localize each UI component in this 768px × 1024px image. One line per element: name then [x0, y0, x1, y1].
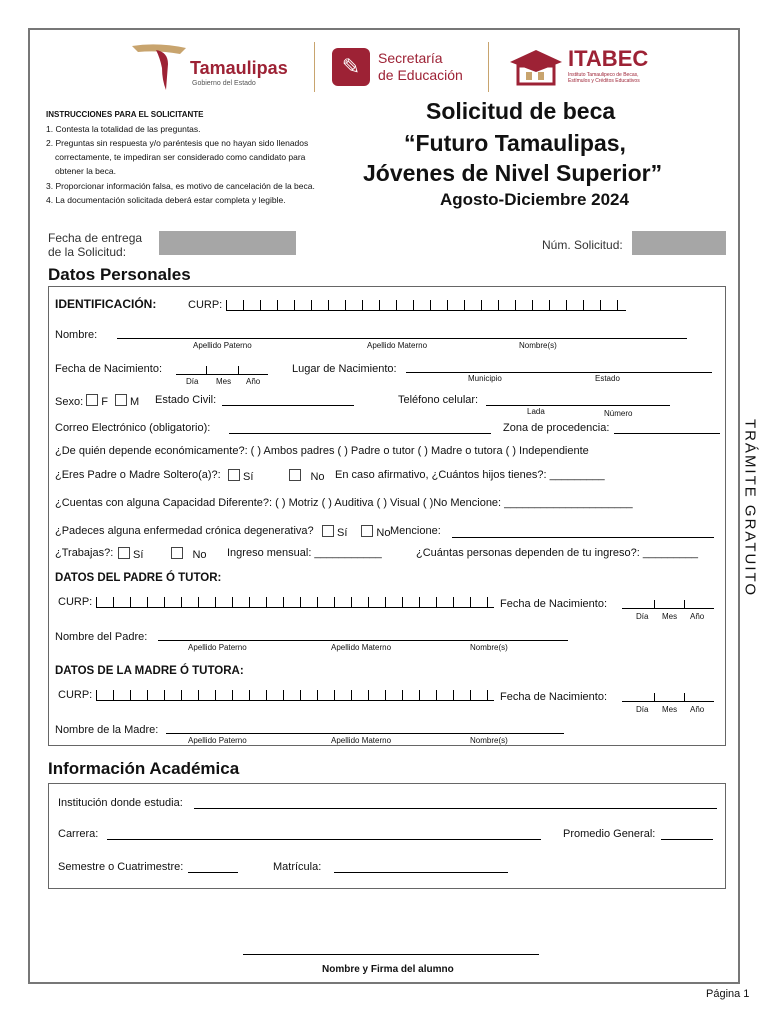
- dia-caption: Día: [636, 705, 649, 714]
- itabec-logo: [508, 46, 668, 90]
- trabajas-question: ¿Trabajas?:: [55, 547, 114, 559]
- tamaulipas-logo: [128, 40, 298, 92]
- enfermedad-no-checkbox[interactable]: [361, 525, 373, 537]
- num-solicitud-label: Núm. Solicitud:: [542, 238, 623, 252]
- fecha-entrega-field[interactable]: [159, 231, 296, 255]
- mencione-input[interactable]: [452, 537, 714, 538]
- no-label: No: [192, 549, 207, 561]
- academica-title: Información Académica: [48, 759, 240, 778]
- firma-label: Nombre y Firma del alumno: [322, 964, 454, 975]
- anio-caption: Año: [690, 612, 705, 621]
- padre-fecha-label: Fecha de Nacimiento:: [500, 598, 607, 610]
- fecha-nacimiento-label: Fecha de Nacimiento:: [55, 363, 162, 375]
- numero-caption: Número: [604, 409, 633, 418]
- f-label: F: [101, 396, 108, 408]
- itabec-name: ITABEC: [568, 46, 649, 71]
- madre-nombre-label: Nombre de la Madre:: [55, 724, 159, 736]
- si-label: Sí: [337, 527, 348, 539]
- instruction-item: 3. Proporcionar información falsa, es motivo de cancelación de la beca.: [46, 181, 315, 191]
- estado-civil-label: Estado Civil:: [155, 394, 217, 406]
- padre-curp-label: CURP:: [58, 596, 93, 608]
- num-solicitud-field[interactable]: [632, 231, 726, 255]
- trabajas-si-checkbox[interactable]: [118, 547, 130, 559]
- si-label: Sí: [243, 471, 254, 483]
- institucion-input[interactable]: [194, 808, 717, 809]
- semestre-input[interactable]: [188, 872, 238, 873]
- mes-caption: Mes: [216, 377, 232, 386]
- dia-caption: Día: [636, 612, 649, 621]
- hijos-question: En caso afirmativo, ¿Cuántos hijos tienes?: _________: [335, 469, 605, 481]
- depende-question: ¿De quién depende económicamente?: ( ) Ambos padres ( ) Padre o tutor ( ) Madre o tutora ( ) Independiente: [55, 445, 589, 457]
- correo-input[interactable]: [229, 433, 491, 434]
- logo-divider-2: [488, 42, 489, 92]
- graduation-cap-icon: [508, 48, 564, 88]
- madre-curp-label: CURP:: [58, 689, 93, 701]
- matricula-input[interactable]: [334, 872, 508, 873]
- form-title-line3: Jóvenes de Nivel Superior”: [363, 160, 663, 186]
- telefono-input[interactable]: [486, 405, 670, 406]
- nombre-input[interactable]: [117, 338, 687, 339]
- padre-nombre-input[interactable]: [158, 640, 568, 641]
- padre-curp-input[interactable]: [96, 597, 494, 608]
- mes-caption: Mes: [662, 705, 678, 714]
- apellido-materno-caption: Apellido Materno: [331, 643, 392, 652]
- apellido-paterno-caption: Apellido Paterno: [188, 643, 247, 652]
- tamaulipas-name: Tamaulipas: [190, 58, 288, 78]
- secretaria-logo: [332, 46, 482, 90]
- page-number: Página 1: [706, 988, 750, 1000]
- mes-caption: Mes: [662, 612, 678, 621]
- identificacion-label: IDENTIFICACIÓN:: [55, 297, 157, 311]
- padre-title: DATOS DEL PADRE Ó TUTOR:: [55, 572, 222, 584]
- carrera-input[interactable]: [107, 839, 541, 840]
- instruction-item: obtener la beca.: [55, 166, 116, 176]
- madre-title: DATOS DE LA MADRE Ó TUTORA:: [55, 665, 244, 677]
- form-title-line2: “Futuro Tamaulipas,: [404, 130, 626, 156]
- tamaulipas-emblem-icon: [128, 40, 188, 92]
- no-label: No: [376, 527, 391, 539]
- nombres-caption: Nombre(s): [519, 341, 557, 350]
- nombres-caption: Nombre(s): [470, 643, 508, 652]
- capacidad-question: ¿Cuentas con alguna Capacidad Diferente?: ( ) Motriz ( ) Auditiva ( ) Visual ( )No Mencione: _____________________: [55, 497, 633, 509]
- apellido-paterno-caption: Apellido Paterno: [193, 341, 252, 350]
- curp-label: CURP:: [188, 299, 223, 311]
- anio-caption: Año: [246, 377, 261, 386]
- padre-fecha-input[interactable]: [622, 600, 714, 609]
- nombre-label: Nombre:: [55, 329, 98, 341]
- sexo-text: Sexo:: [55, 396, 84, 408]
- ingreso-field: Ingreso mensual: ___________: [227, 547, 382, 559]
- soltero-options: [228, 469, 325, 483]
- apellido-paterno-caption: Apellido Paterno: [188, 736, 247, 745]
- soltero-si-checkbox[interactable]: [228, 469, 240, 481]
- instruction-item: 2. Preguntas sin respuesta y/o paréntesis que no hayan sido llenados: [46, 138, 309, 148]
- soltero-question: ¿Eres Padre o Madre Soltero(a)?:: [55, 469, 221, 481]
- si-label: Sí: [133, 549, 144, 561]
- itabec-sub1: Instituto Tamaulipeco de Becas,: [568, 72, 639, 78]
- instructions-title: INSTRUCCIONES PARA EL SOLICITANTE: [46, 110, 204, 119]
- telefono-label: Teléfono celular:: [398, 394, 479, 406]
- tamaulipas-sub: Gobierno del Estado: [192, 80, 256, 87]
- lugar-nacimiento-label: Lugar de Nacimiento:: [292, 363, 397, 375]
- curp-input[interactable]: [226, 300, 626, 311]
- soltero-no-checkbox[interactable]: [289, 469, 301, 481]
- trabajas-no-checkbox[interactable]: [171, 547, 183, 559]
- madre-fecha-label: Fecha de Nacimiento:: [500, 691, 607, 703]
- sexo-f-checkbox[interactable]: [86, 394, 98, 406]
- pencil-icon: ✎: [332, 48, 370, 86]
- madre-fecha-input[interactable]: [622, 693, 714, 702]
- instruction-item: 1. Contesta la totalidad de las preguntas.: [46, 124, 201, 134]
- zona-input[interactable]: [614, 433, 720, 434]
- sexo-m-checkbox[interactable]: [115, 394, 127, 406]
- madre-nombre-input[interactable]: [166, 733, 564, 734]
- fecha-entrega-label: Fecha de entrega: [48, 231, 143, 245]
- datos-personales-box: [48, 286, 726, 746]
- estado-civil-input[interactable]: [222, 405, 354, 406]
- itabec-sub2: Estímulos y Créditos Educativos: [568, 78, 640, 84]
- trabajas-options: [118, 547, 207, 561]
- fecha-nacimiento-input[interactable]: [176, 366, 268, 375]
- sexo-label: [55, 394, 139, 408]
- carrera-label: Carrera:: [58, 828, 99, 840]
- personas-field: ¿Cuántas personas dependen de tu ingreso?: _________: [416, 547, 698, 559]
- apellido-materno-caption: Apellido Materno: [331, 736, 392, 745]
- instruction-item: 4. La documentación solicitada deberá estar completa y legible.: [46, 195, 286, 205]
- fecha-entrega-label-2: de la Solicitud:: [48, 245, 127, 259]
- semestre-label: Semestre o Cuatrimestre:: [58, 861, 184, 873]
- municipio-caption: Municipio: [468, 374, 502, 383]
- matricula-label: Matrícula:: [273, 861, 322, 873]
- logo-divider: [314, 42, 315, 92]
- enfermedad-si-checkbox[interactable]: [322, 525, 334, 537]
- datos-personales-title: Datos Personales: [48, 265, 191, 284]
- promedio-label: Promedio General:: [563, 828, 656, 840]
- promedio-input[interactable]: [661, 839, 713, 840]
- form-title-line1: Solicitud de beca: [426, 98, 616, 124]
- madre-curp-input[interactable]: [96, 690, 494, 701]
- secretaria-line1: Secretaría: [378, 50, 443, 66]
- institucion-label: Institución donde estudia:: [58, 797, 183, 809]
- m-label: M: [130, 396, 140, 408]
- padre-nombre-label: Nombre del Padre:: [55, 631, 148, 643]
- nombres-caption: Nombre(s): [470, 736, 508, 745]
- instruction-item: correctamente, te impediran ser considerado como candidato para: [55, 152, 306, 162]
- estado-caption: Estado: [595, 374, 620, 383]
- firma-line[interactable]: [243, 954, 539, 955]
- dia-caption: Día: [186, 377, 199, 386]
- lada-caption: Lada: [527, 407, 545, 416]
- mencione-label: Mencione:: [390, 525, 441, 537]
- enfermedad-options: [322, 525, 390, 539]
- no-label: No: [310, 471, 325, 483]
- enfermedad-question: ¿Padeces alguna enfermedad crónica degenerativa?: [55, 525, 314, 537]
- correo-label: Correo Electrónico (obligatorio):: [55, 422, 211, 434]
- lugar-nacimiento-input[interactable]: [406, 372, 712, 373]
- tramite-gratuito-side: TRÁMITE GRATUITO: [741, 418, 759, 598]
- secretaria-line2: de Educación: [378, 67, 463, 83]
- zona-label: Zona de procedencia:: [503, 422, 610, 434]
- form-period: Agosto-Diciembre 2024: [440, 190, 629, 209]
- apellido-materno-caption: Apellido Materno: [367, 341, 428, 350]
- anio-caption: Año: [690, 705, 705, 714]
